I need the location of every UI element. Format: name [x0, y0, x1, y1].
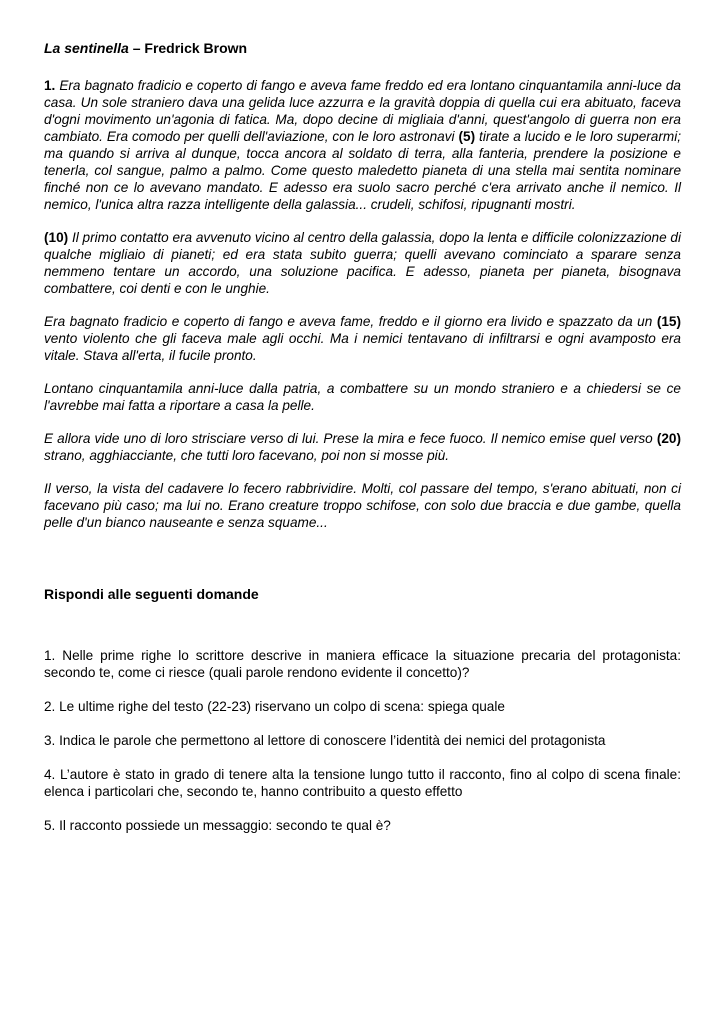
story-paragraph	[44, 229, 681, 297]
question-item: 4. L’autore è stato in grado di tenere alta la tensione lungo tutto il racconto, fino al colpo di scena finale: elenca i particolari che, secondo te, hanno contribuito a questo effetto	[44, 767, 681, 799]
line-number: (15)	[656, 314, 681, 329]
line-number: 1.	[44, 78, 56, 93]
paragraph-text: Era bagnato fradicio e coperto di fango e aveva fame, freddo e il giorno era livido e spazzato da un	[44, 314, 657, 329]
title-separator: –	[128, 40, 145, 56]
paragraph-text: Il verso, la vista del cadavere lo fecero rabbrividire. Molti, col passare del tempo, s'erano abituati, non ci facevano più caso; ma lui no. Erano creature troppo schifose, con solo due braccia e due gambe, quella pelle d'un bianco nauseante e senza squame...	[44, 481, 681, 530]
paragraph-text: E allora vide uno di loro strisciare verso di lui. Prese la mira e fece fuoco. Il nemico emise quel verso	[44, 431, 657, 446]
paragraph-text: Il primo contatto era avvenuto vicino al centro della galassia, dopo la lenta e difficile colonizzazione di qualche migliaio di pianeti; ed era stata subito guerra; quelli avevano cominciato a sparare senza nemmeno tentare un accordo, una soluzione pacifica. E adesso, pianeta per pianeta, bisognava combattere, coi denti e con le unghie.	[44, 230, 682, 296]
paragraph-text: vento violento che gli faceva male agli occhi. Ma i nemici tentavano di infiltrarsi e ogni avamposto era vitale. Stava all'erta, il fucile pronto.	[44, 331, 681, 363]
questions-heading: Rispondi alle seguenti domande	[44, 586, 259, 602]
line-number: (10)	[44, 230, 69, 245]
story-paragraph	[44, 77, 681, 213]
story-paragraph	[44, 480, 681, 531]
document-page	[44, 40, 681, 851]
story-paragraph	[44, 313, 681, 364]
author-name: Fredrick Brown	[144, 40, 248, 56]
questions-list	[44, 647, 681, 834]
question-item: 5. Il racconto possiede un messaggio: secondo te qual è?	[44, 818, 391, 833]
paragraph-text: Era bagnato fradicio e coperto di fango e aveva fame freddo ed era lontano cinquantamila anni-luce da casa. Un sole straniero dava una gelida luce azzurra e la gravità doppia di quella cui era abituato, faceva d'ogni movimento un'agonia di fatica. Ma, dopo decine di migliaia d'anni, quest'angolo di guerra non era cambiato. Era comodo per quelli dell'aviazione, con le loro astronavi	[44, 78, 681, 144]
question-item: 2. Le ultime righe del testo (22-23) riservano un colpo di scena: spiega quale	[44, 699, 505, 714]
line-number: (20)	[656, 431, 681, 446]
paragraph-text: tirate a lucido e le loro superarmi; ma quando si arriva al dunque, tocca ancora al soldato di terra, alla fanteria, prendere la posizione e tenerla, col sangue, palmo a palmo. Come questo maledetto pianeta di una stella mai sentita nominare finché non ce lo avevano mandato. E adesso era suolo sacro perché c'era arrivato anche il nemico. Il nemico, l'unica altra razza intelligente della galassia... crudeli, schifosi, ripugnanti mostri.	[44, 129, 681, 212]
question-item: 1. Nelle prime righe lo scrittore descrive in maniera efficace la situazione precaria del protagonista: secondo te, come ci riesce (quali parole rendono evidente il concetto)?	[44, 648, 681, 680]
story-text	[44, 77, 681, 531]
story-paragraph	[44, 380, 681, 414]
work-title: La sentinella	[44, 40, 129, 56]
paragraph-text: Lontano cinquantamila anni-luce dalla patria, a combattere su un mondo straniero e a chiedersi se ce l'avrebbe mai fatta a riportare a casa la pelle.	[44, 381, 681, 413]
document-title	[44, 40, 681, 57]
paragraph-text: strano, agghiacciante, che tutti loro facevano, poi non si mosse più.	[44, 448, 450, 463]
line-number: (5)	[458, 129, 476, 144]
story-paragraph	[44, 430, 681, 464]
question-item: 3. Indica le parole che permettono al lettore di conoscere l’identità dei nemici del protagonista	[44, 733, 606, 748]
